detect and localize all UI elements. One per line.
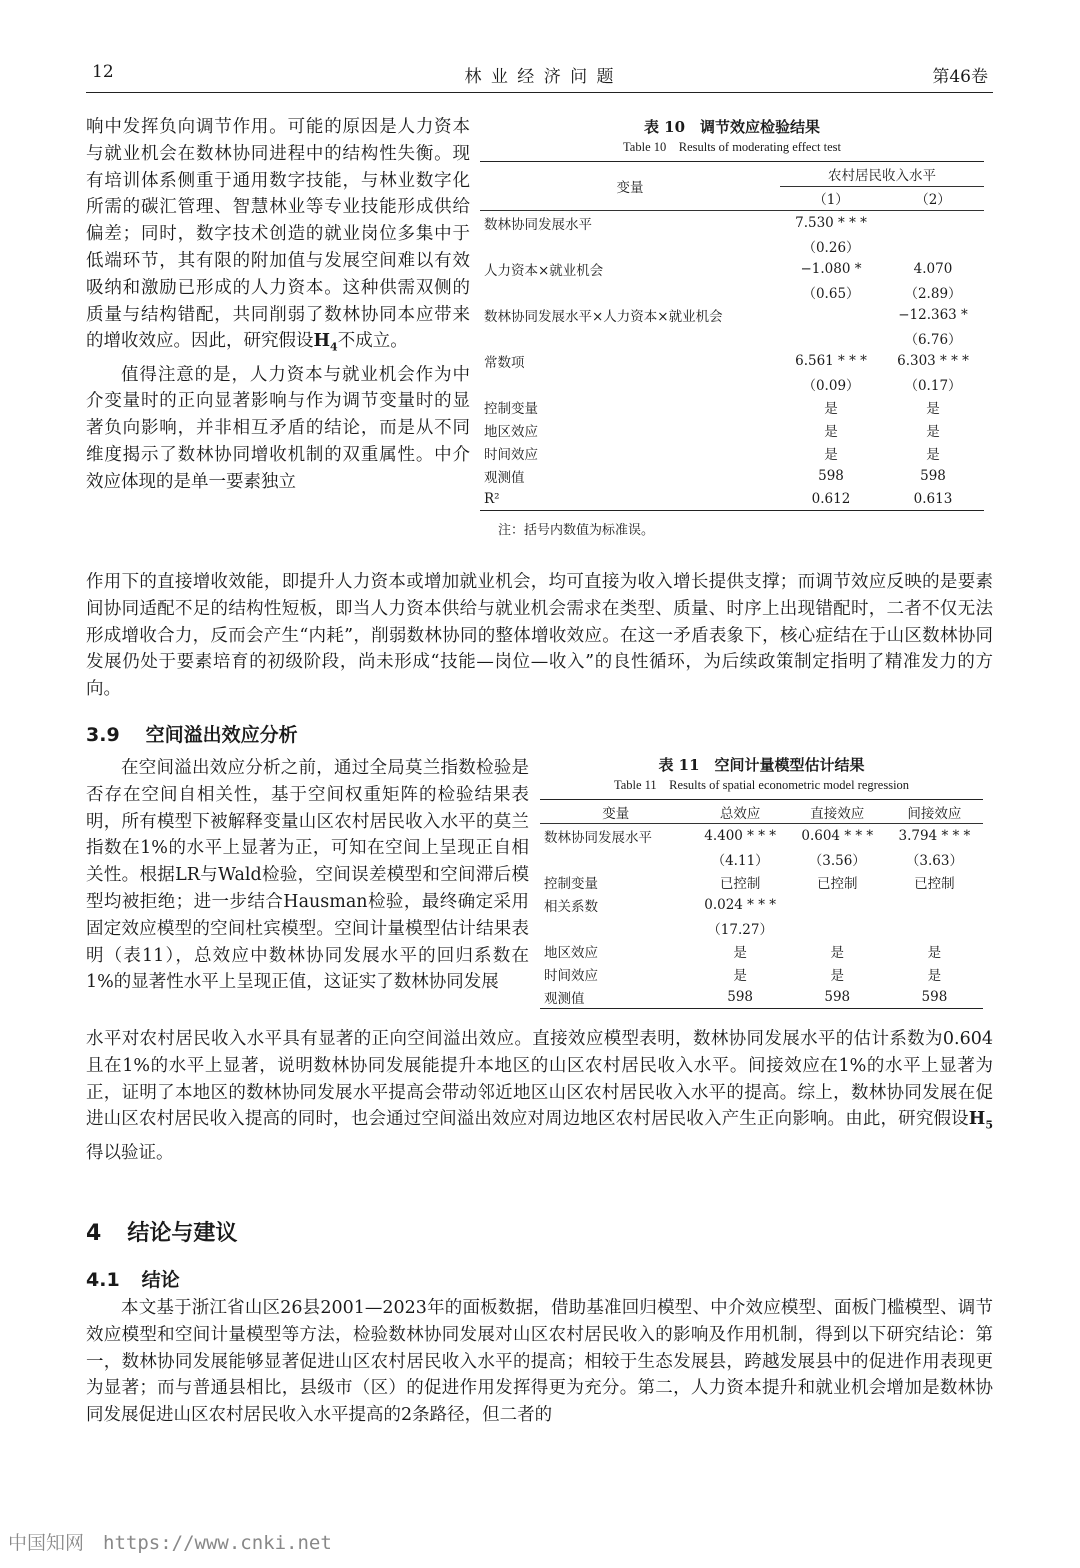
table-cell: 6.561 * * *: [795, 352, 867, 369]
section-heading-4-1: 4.1 结论: [86, 1269, 180, 1291]
table-row: [480, 257, 984, 280]
table-10-title-en: Table 10 Results of moderating effect test: [623, 140, 841, 154]
table-cell: 数林协同发展水平: [484, 216, 592, 233]
paragraph: 作用下的直接增收效能，即提升人力资本或增加就业机会，均可直接为收入增长提供支撑；而调节效应反映的是要素间协同适配不足的结构性短板，即当人力资本供给与就业机会需求在类型、质量、时序上出现错配时，二者不仅无法形成增收合力，反而会产生“内耗”，削弱数林协同的整体增收效应。在这一矛盾表象下，核心症结在于山区数林协同发展仍处于要素培育的初级阶段，尚未形成“技能—岗位—收入”的良性循环，为后续政策制定指明了精准发力的方向。: [86, 572, 993, 700]
table-11-title: 表 11 空间计量模型估计结果: [658, 756, 865, 774]
table-cell: 时间效应: [544, 967, 598, 984]
table-cell: 控制变量: [484, 400, 538, 417]
table-cell: 常数项: [484, 354, 525, 371]
table-cell: （17.27）: [707, 921, 773, 938]
table-cell: [780, 326, 882, 349]
table-cell: （2.89）: [904, 285, 962, 302]
table-cell: [480, 280, 780, 303]
table-cell: （0.09）: [802, 377, 860, 394]
table-cell: 是: [926, 446, 940, 463]
table-row: [480, 280, 984, 303]
left-column-bottom: [86, 755, 529, 996]
table-cell: 6.303 * * *: [897, 352, 969, 369]
table-cell: 0.024 * * *: [704, 896, 777, 913]
table-row: [480, 418, 984, 441]
table-cell: [882, 211, 984, 235]
table-cell: 地区效应: [544, 944, 598, 961]
site-watermark: 中国知网 https://www.cnki.net: [8, 1532, 332, 1554]
table-cell: 已控制: [719, 875, 761, 892]
table-cell: 0.612: [811, 490, 851, 507]
table-cell: 598: [824, 988, 851, 1005]
table-row: [540, 985, 983, 1009]
left-column-top: [86, 114, 470, 496]
table-header-cell: （1）: [780, 186, 882, 211]
paragraph: 值得注意的是，人力资本与就业机会作为中介变量时的正向显著影响与作为调节变量时的显著负向影响，并非相互矛盾的结论，而是从不同维度揭示了数林协同增收机制的双重属性。中介效应体现的是单一要素独立: [86, 364, 470, 492]
table-row: [480, 441, 984, 464]
table-10: [480, 116, 984, 538]
table-cell: 是: [733, 944, 747, 961]
table-cell: （4.11）: [711, 852, 769, 869]
table-cell: [480, 326, 780, 349]
volume-label: 第46卷: [932, 67, 988, 87]
full-block-1: [86, 569, 993, 703]
table-cell: [780, 303, 882, 326]
table-cell: −12.363 *: [898, 306, 968, 323]
table-cell: 3.794 * * *: [898, 827, 971, 844]
table-cell: 4.400 * * *: [704, 827, 777, 844]
table-cell: 地区效应: [484, 423, 538, 440]
table-cell: 已控制: [914, 875, 955, 892]
header-rule: [86, 92, 993, 93]
table-cell: [886, 916, 983, 939]
table-row: [480, 349, 984, 372]
table-header-cell: 农村居民收入水平: [780, 162, 984, 187]
table-cell: [882, 234, 984, 257]
table-header-cell: 间接效应: [886, 800, 983, 824]
full-block-2: [86, 1026, 993, 1166]
table-cell: 是: [733, 967, 747, 984]
table-cell: [480, 234, 780, 257]
table-row: [540, 847, 983, 870]
table-cell: （0.65）: [802, 285, 860, 302]
table-10-note: 注：括号内数值为标准误。: [498, 523, 655, 538]
table-cell: 已控制: [817, 875, 858, 892]
table-header-cell: （2）: [882, 186, 984, 211]
table-cell: （0.17）: [904, 377, 962, 394]
table-cell: （3.56）: [808, 852, 866, 869]
table-cell: 人力资本×就业机会: [484, 262, 604, 279]
table-row: [480, 487, 984, 511]
table-row: [540, 824, 983, 848]
table-row: [540, 939, 983, 962]
table-cell: 是: [927, 944, 942, 961]
section-heading-3-9: 3.9 空间溢出效应分析: [86, 724, 298, 746]
table-10-grid: [480, 161, 984, 511]
table-cell: 是: [830, 944, 845, 961]
table-row: [540, 870, 983, 893]
table-cell: 598: [818, 467, 844, 484]
table-cell: （6.76）: [904, 331, 962, 348]
table-cell: 598: [727, 988, 754, 1005]
table-cell: 是: [830, 967, 845, 984]
table-row: [480, 395, 984, 418]
table-cell: 4.070: [913, 260, 953, 277]
journal-title: 林 业 经 济 问 题: [464, 67, 616, 87]
table-cell: 598: [921, 988, 948, 1005]
table-cell: 0.604 * * *: [801, 827, 874, 844]
table-cell: 0.613: [913, 490, 953, 507]
table-cell: −1.080 *: [800, 260, 862, 277]
table-cell: [789, 916, 886, 939]
table-header-cell: 总效应: [692, 800, 789, 824]
table-row: [480, 372, 984, 395]
table-row: [540, 893, 983, 916]
table-cell: 相关系数: [544, 898, 598, 915]
table-cell: 观测值: [544, 990, 585, 1007]
table-11: [540, 754, 983, 1009]
table-cell: 是: [824, 446, 838, 463]
table-header-cell: 直接效应: [789, 800, 886, 824]
table-cell: 是: [927, 967, 942, 984]
paragraph: 水平对农村居民收入水平具有显著的正向空间溢出效应。直接效应模型表明，数林协同发展水平的估计系数为0.604且在1%的水平上显著，说明数林协同发展能提升本地区的山区农村居民收入水平。间接效应在1%的水平上显著为正，证明了本地区的数林协同发展水平提高会带动邻近地区山区农村居民收入水平的提高。综上，数林协同发展在促进山区农村居民收入提高的同时，也会通过空间溢出效应对周边地区农村居民收入产生正向影响。由此，研究假设$H_5$得以验证。: [86, 1029, 993, 1163]
table-cell: 观测值: [484, 469, 525, 486]
table-cell: 控制变量: [544, 875, 598, 892]
table-cell: 598: [920, 467, 946, 484]
table-row: [480, 234, 984, 257]
page-number: 12: [92, 62, 114, 82]
table-header-cell: 变量: [480, 162, 780, 211]
table-row: [540, 916, 983, 939]
table-cell: 数林协同发展水平: [544, 829, 652, 846]
table-row: [480, 303, 984, 326]
table-10-title: 表 10 调节效应检验结果: [643, 118, 821, 136]
table-cell: [480, 372, 780, 395]
table-row: [480, 326, 984, 349]
section-heading-4: 4 结论与建议: [86, 1221, 238, 1246]
full-block-3: [86, 1295, 993, 1429]
table-cell: （3.63）: [905, 852, 963, 869]
table-header-cell: 变量: [540, 800, 692, 824]
table-cell: 数林协同发展水平×人力资本×就业机会: [484, 308, 723, 325]
paragraph: 本文基于浙江省山区26县2001—2023年的面板数据，借助基准回归模型、中介效应模型、面板门槛模型、调节效应模型和空间计量模型等方法，检验数林协同发展对山区农村居民收入的影响及作用机制，得到以下研究结论：第一，数林协同发展能够显著促进山区农村居民收入水平的提高；相较于生态发展县，跨越发展县中的促进作用表现更为显著；而与普通县相比，县级市（区）的促进作用发挥得更为充分。第二，人力资本提升和就业机会增加是数林协同发展促进山区农村居民收入水平提高的2条路径，但二者的: [86, 1298, 993, 1426]
table-cell: 时间效应: [484, 446, 538, 463]
table-cell: [540, 916, 692, 939]
table-cell: 是: [824, 400, 838, 417]
table-cell: R²: [484, 490, 500, 507]
table-11-title-en: Table 11 Results of spatial econometric model regression: [613, 778, 910, 792]
table-cell: 是: [926, 423, 940, 440]
table-cell: [789, 893, 886, 916]
table-row: [480, 211, 984, 235]
table-cell: 是: [824, 423, 838, 440]
table-11-grid: [540, 799, 983, 1009]
table-cell: （0.26）: [802, 239, 860, 256]
table-cell: 是: [926, 400, 940, 417]
table-cell: 7.530 * * *: [795, 214, 867, 231]
table-cell: [540, 847, 692, 870]
paragraph: 在空间溢出效应分析之前，通过全局莫兰指数检验是否存在空间自相关性，基于空间权重矩阵的检验结果表明，所有模型下被解释变量山区农村居民收入水平的莫兰指数在1%的水平上显著为正，可知在空间上呈现正自相关性。根据LR与Wald检验，空间误差模型和空间滞后模型均被拒绝；进一步结合Hausman检验，最终确定采用固定效应模型的空间杜宾模型。空间计量模型估计结果表明（表11），总效应中数林协同发展水平的回归系数在1%的显著性水平上呈现正值，这证实了数林协同发展: [86, 758, 529, 993]
table-row: [480, 464, 984, 487]
table-cell: [886, 893, 983, 916]
paragraph: 响中发挥负向调节作用。可能的原因是人力资本与就业机会在数林协同进程中的结构性失衡。现有培训体系侧重于通用数字技能，与林业数字化所需的碳汇管理、智慧林业等专业技能形成供给偏差；同时，数字技术创造的就业岗位多集中于低端环节，其有限的附加值与发展空间难以有效吸纳和激励已形成的人力资本。这种供需双侧的质量与结构错配，共同削弱了数林协同本应带来的增收效应。因此，研究假设$H_4$不成立。: [86, 117, 470, 354]
table-row: [540, 962, 983, 985]
